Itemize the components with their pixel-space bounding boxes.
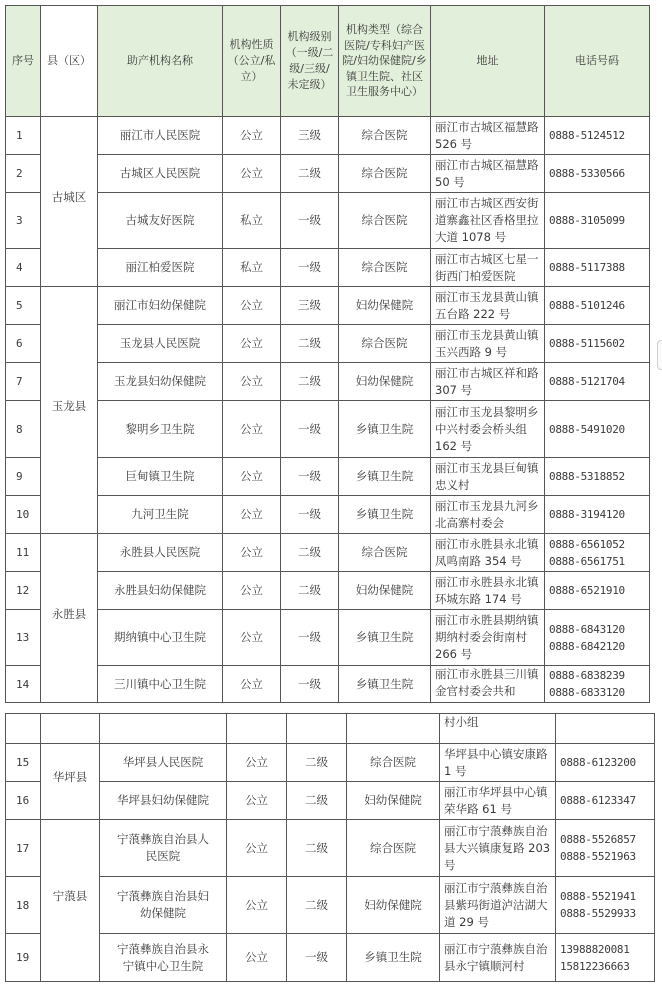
institution-type: 综合医院	[339, 117, 431, 155]
phone-number	[545, 249, 650, 287]
row-number: 9	[6, 458, 41, 496]
table-row	[6, 117, 650, 155]
institution-type: 乡镇卫生院	[339, 610, 431, 666]
institution-address: 丽江市永胜县永北镇凤鸣南路 354 号	[431, 534, 545, 572]
phone-1: 0888-6123347	[560, 794, 636, 807]
institution-nature: 私立	[223, 193, 281, 249]
phone-2: 0888-5521963	[560, 850, 636, 863]
institution-level: 二级	[287, 744, 347, 782]
institution-address-continuation: 村小组	[440, 714, 556, 744]
institution-nature: 公立	[223, 287, 281, 325]
side-scroll-handle[interactable]	[657, 340, 662, 370]
institution-type: 综合医院	[339, 155, 431, 193]
institution-nature: 公立	[227, 744, 287, 782]
table-row	[6, 744, 655, 782]
empty-cell	[556, 714, 655, 744]
row-number: 15	[6, 744, 41, 782]
institution-level: 一级	[281, 666, 339, 703]
institution-nature: 公立	[223, 496, 281, 534]
institution-address: 丽江市古城区祥和路 307 号	[431, 363, 545, 401]
phone-1: 0888-5117388	[549, 261, 625, 274]
table-row	[6, 155, 650, 193]
phone-1: 0888-5491020	[549, 422, 625, 436]
institution-level: 二级	[281, 572, 339, 610]
institution-level: 二级	[281, 155, 339, 193]
phone-1: 13988820081	[560, 942, 630, 956]
phone-1: 0888-5124512	[549, 129, 625, 142]
institution-name: 永胜县妇幼保健院	[98, 572, 223, 610]
phone-1: 0888-3194120	[549, 508, 625, 521]
institution-type: 妇幼保健院	[339, 287, 431, 325]
institution-nature: 私立	[223, 249, 281, 287]
phone-2: 15812236663	[560, 959, 630, 973]
phone-number	[545, 155, 650, 193]
header-name: 助产机构名称	[98, 6, 223, 117]
table-row	[6, 610, 650, 666]
phone-number	[545, 117, 650, 155]
institution-address: 丽江市宁蒗彝族自治县大兴镇康复路 203 号	[440, 820, 556, 877]
institution-level: 三级	[281, 117, 339, 155]
institution-type: 综合医院	[339, 325, 431, 363]
institution-address: 丽江市玉龙县黎明乡中兴村委会桥头组 162 号	[431, 401, 545, 458]
institution-level: 二级	[287, 877, 347, 934]
institution-nature: 公立	[227, 877, 287, 934]
institution-nature: 公立	[223, 117, 281, 155]
institution-type: 综合医院	[347, 820, 440, 877]
institution-name: 永胜县人民医院	[98, 534, 223, 572]
row-number: 13	[6, 610, 41, 666]
institution-name: 三川镇中心卫生院	[98, 666, 223, 703]
institution-type: 乡镇卫生院	[339, 496, 431, 534]
institution-name: 宁蒗彝族自治县妇幼保健院	[100, 877, 227, 934]
phone-number	[545, 496, 650, 534]
table-row	[6, 249, 650, 287]
empty-cell	[347, 714, 440, 744]
empty-cell	[100, 714, 227, 744]
institution-address: 丽江市古城区七星一街西门柏爱医院	[431, 249, 545, 287]
row-number: 10	[6, 496, 41, 534]
phone-2: 0888-6833120	[549, 686, 625, 699]
row-number: 19	[6, 934, 41, 982]
county-cell: 古城区	[41, 117, 98, 287]
table-row	[6, 934, 655, 982]
row-number: 8	[6, 401, 41, 458]
phone-1: 0888-5526857	[560, 833, 636, 846]
row-number: 17	[6, 820, 41, 877]
institution-address: 丽江市永胜县永北镇环城东路 174 号	[431, 572, 545, 610]
phone-number	[545, 401, 650, 458]
phone-1: 0888-5521941	[560, 890, 636, 903]
table-row	[6, 325, 650, 363]
institution-nature: 公立	[223, 458, 281, 496]
institution-address: 华坪县中心镇安康路 1 号	[440, 744, 556, 782]
table-row	[6, 534, 650, 572]
institution-name: 黎明乡卫生院	[98, 401, 223, 458]
table-row	[6, 782, 655, 820]
institution-name: 丽江柏爱医院	[98, 249, 223, 287]
empty-cell	[41, 714, 100, 744]
institution-nature: 公立	[223, 155, 281, 193]
table-row	[6, 287, 650, 325]
phone-1: 0888-6521910	[549, 584, 625, 597]
institution-name: 玉龙县人民医院	[98, 325, 223, 363]
row-number: 11	[6, 534, 41, 572]
institution-name: 古城区人民医院	[98, 155, 223, 193]
institution-address: 丽江市古城区福慧路 50 号	[431, 155, 545, 193]
continuation-row	[6, 714, 655, 744]
phone-number	[556, 744, 655, 782]
institution-name: 宁蒗彝族自治县永宁镇中心卫生院	[100, 934, 227, 982]
institution-nature: 公立	[227, 934, 287, 982]
institution-type: 乡镇卫生院	[339, 666, 431, 703]
row-number: 16	[6, 782, 41, 820]
phone-2: 0888-6842120	[549, 639, 625, 653]
table-row	[6, 820, 655, 877]
institution-type: 综合医院	[339, 193, 431, 249]
institution-type: 综合医院	[347, 744, 440, 782]
table-row	[6, 363, 650, 401]
phone-1: 0888-5115602	[549, 337, 625, 350]
institution-address: 丽江市永胜县三川镇金官村委会共和	[431, 666, 545, 703]
table-row	[6, 572, 650, 610]
institution-nature: 公立	[223, 534, 281, 572]
table-row	[6, 193, 650, 249]
institution-address: 丽江市玉龙县巨甸镇忠义村	[431, 458, 545, 496]
institution-level: 一级	[287, 934, 347, 982]
institution-address: 丽江市玉龙县黄山镇五台路 222 号	[431, 287, 545, 325]
row-number: 12	[6, 572, 41, 610]
institution-type: 综合医院	[339, 534, 431, 572]
institution-nature: 公立	[223, 325, 281, 363]
phone-1: 0888-5318852	[549, 470, 625, 483]
phone-number	[545, 193, 650, 249]
phone-2: 0888-6561751	[549, 554, 625, 568]
phone-1: 0888-5330566	[549, 167, 625, 180]
row-number: 2	[6, 155, 41, 193]
row-number: 7	[6, 363, 41, 401]
institution-nature: 公立	[223, 572, 281, 610]
institution-level: 二级	[281, 534, 339, 572]
institution-address: 丽江市永胜县期纳镇期纳村委会街南村 266 号	[431, 610, 545, 666]
phone-1: 0888-5121704	[549, 375, 625, 388]
institution-type: 妇幼保健院	[339, 363, 431, 401]
institution-nature: 公立	[227, 820, 287, 877]
institution-level: 二级	[287, 820, 347, 877]
header-row	[6, 6, 650, 117]
institution-level: 一级	[281, 249, 339, 287]
phone-1: 0888-5101246	[549, 299, 625, 312]
empty-cell	[227, 714, 287, 744]
row-number: 5	[6, 287, 41, 325]
header-county: 县（区）	[41, 6, 98, 117]
table-row	[6, 401, 650, 458]
institution-type: 妇幼保健院	[347, 877, 440, 934]
table-row	[6, 666, 650, 703]
maternity-institutions-table-part-2	[5, 713, 655, 982]
institution-address: 丽江市华坪县中心镇荣华路 61 号	[440, 782, 556, 820]
institution-nature: 公立	[227, 782, 287, 820]
phone-number	[545, 666, 650, 703]
county-cell: 华坪县	[41, 744, 100, 820]
institution-address: 丽江市宁蒗彝族自治县紫玛街道泸沽湖大道 29 号	[440, 877, 556, 934]
institution-name: 玉龙县妇幼保健院	[98, 363, 223, 401]
header-level: 机构级别（一级/二级/三级/未定级）	[281, 6, 339, 117]
header-nature: 机构性质（公立/私立）	[223, 6, 281, 117]
institution-address: 丽江市宁蒗彝族自治县永宁镇顺河村	[440, 934, 556, 982]
table-row	[6, 458, 650, 496]
phone-number	[545, 610, 650, 666]
phone-number	[556, 782, 655, 820]
row-number: 3	[6, 193, 41, 249]
institution-level: 二级	[281, 325, 339, 363]
institution-type: 乡镇卫生院	[347, 934, 440, 982]
institution-level: 二级	[281, 363, 339, 401]
institution-address: 丽江市古城区福慧路 526 号	[431, 117, 545, 155]
header-phone: 电话号码	[545, 6, 650, 117]
phone-number	[545, 325, 650, 363]
institution-nature: 公立	[223, 363, 281, 401]
institution-name: 古城友好医院	[98, 193, 223, 249]
institution-nature: 公立	[223, 401, 281, 458]
institution-name: 九河卫生院	[98, 496, 223, 534]
empty-cell	[287, 714, 347, 744]
institution-type: 乡镇卫生院	[339, 458, 431, 496]
institution-level: 一级	[281, 496, 339, 534]
row-number: 18	[6, 877, 41, 934]
empty-cell	[6, 714, 41, 744]
institution-level: 三级	[281, 287, 339, 325]
row-number: 1	[6, 117, 41, 155]
institution-name: 宁蒗彝族自治县人民医院	[100, 820, 227, 877]
phone-2: 0888-5529933	[560, 907, 636, 920]
phone-number	[545, 458, 650, 496]
phone-number	[545, 363, 650, 401]
institution-level: 一级	[281, 610, 339, 666]
header-seq: 序号	[6, 6, 41, 117]
institution-name: 丽江市妇幼保健院	[98, 287, 223, 325]
county-cell: 宁蒗县	[41, 820, 100, 982]
institution-name: 丽江市人民医院	[98, 117, 223, 155]
table-row	[6, 496, 650, 534]
county-cell: 玉龙县	[41, 287, 98, 534]
institution-address: 丽江市玉龙县黄山镇玉兴西路 9 号	[431, 325, 545, 363]
phone-number	[545, 572, 650, 610]
phone-number	[556, 820, 655, 877]
institution-level: 二级	[287, 782, 347, 820]
institution-type: 综合医院	[339, 249, 431, 287]
institution-name: 巨甸镇卫生院	[98, 458, 223, 496]
phone-1: 0888-6843120	[549, 622, 625, 636]
institution-name: 华坪县妇幼保健院	[100, 782, 227, 820]
institution-type: 乡镇卫生院	[339, 401, 431, 458]
institution-level: 一级	[281, 401, 339, 458]
phone-number	[556, 934, 655, 982]
row-number: 14	[6, 666, 41, 703]
phone-1: 0888-6561052	[549, 537, 625, 551]
phone-number	[545, 534, 650, 572]
institution-level: 一级	[281, 193, 339, 249]
phone-1: 0888-6123200	[560, 756, 636, 769]
institution-type: 妇幼保健院	[339, 572, 431, 610]
header-type: 机构类型（综合医院/专科妇产医院/妇幼保健院/乡镇卫生院、社区卫生服务中心）	[339, 6, 431, 117]
institution-level: 一级	[281, 458, 339, 496]
institution-nature: 公立	[223, 610, 281, 666]
institution-address: 丽江市古城区西安街道寨鑫社区香格里拉大道 1078 号	[431, 193, 545, 249]
row-number: 4	[6, 249, 41, 287]
phone-1: 0888-6838239	[549, 669, 625, 682]
county-cell: 永胜县	[41, 534, 98, 703]
institution-address: 丽江市玉龙县九河乡北高寨村委会	[431, 496, 545, 534]
phone-1: 0888-3105099	[549, 214, 625, 227]
table-row	[6, 877, 655, 934]
phone-number	[545, 287, 650, 325]
institution-type: 妇幼保健院	[347, 782, 440, 820]
institution-nature: 公立	[223, 666, 281, 703]
institution-name: 期纳镇中心卫生院	[98, 610, 223, 666]
maternity-institutions-table-part-1	[5, 5, 650, 703]
row-number: 6	[6, 325, 41, 363]
institution-name: 华坪县人民医院	[100, 744, 227, 782]
header-address: 地址	[431, 6, 545, 117]
phone-number	[556, 877, 655, 934]
